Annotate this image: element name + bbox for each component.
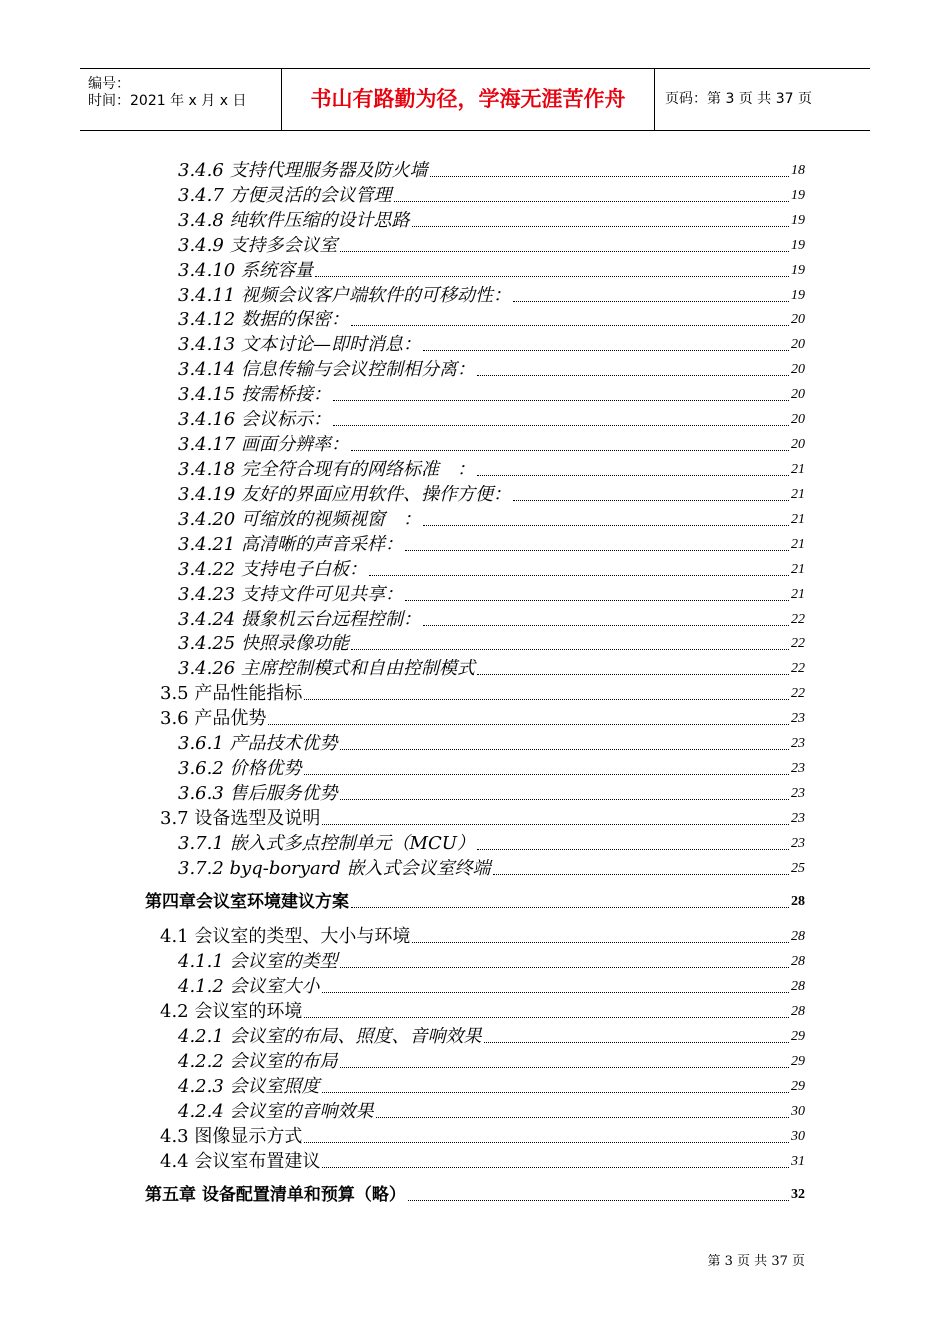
toc-entry-title: 3.4.26 主席控制模式和自由控制模式 bbox=[178, 658, 475, 679]
toc-entry-title: 3.4.20 可缩放的视频视窗 ： bbox=[178, 509, 421, 530]
toc-dot-leader bbox=[405, 550, 789, 551]
toc-entry-title: 3.4.10 系统容量 bbox=[178, 260, 313, 281]
toc-entry-title: 3.7.1 嵌入式多点控制单元（MCU） bbox=[178, 833, 475, 854]
document-date-label: 时间：2021 年 x 月 x 日 bbox=[88, 93, 247, 109]
toc-dot-leader bbox=[412, 226, 789, 227]
toc-entry-title: 第四章会议室环境建议方案 bbox=[145, 892, 349, 912]
toc-entry-title: 4.2.3 会议室照度 bbox=[178, 1076, 320, 1097]
toc-entry-page-number: 20 bbox=[791, 312, 805, 327]
toc-entry-page-number: 20 bbox=[791, 337, 805, 352]
toc-entry-page-number: 30 bbox=[791, 1104, 805, 1119]
toc-dot-leader bbox=[304, 699, 789, 700]
page-footer: 第 3 页 共 37 页 bbox=[707, 1254, 805, 1269]
toc-entry[interactable] bbox=[178, 159, 805, 181]
toc-dot-leader bbox=[351, 325, 789, 326]
toc-dot-leader bbox=[351, 907, 789, 908]
toc-entry-page-number: 22 bbox=[791, 612, 805, 627]
toc-entry-title: 3.4.15 按需桥接： bbox=[178, 384, 331, 405]
toc-dot-leader bbox=[351, 450, 789, 451]
toc-entry-page-number: 28 bbox=[791, 894, 805, 909]
toc-entry-page-number: 20 bbox=[791, 362, 805, 377]
toc-entry-page-number: 23 bbox=[791, 761, 805, 776]
toc-entry-page-number: 20 bbox=[791, 387, 805, 402]
toc-entry[interactable] bbox=[160, 1150, 805, 1172]
toc-entry[interactable] bbox=[178, 284, 805, 306]
toc-dot-leader bbox=[423, 625, 789, 626]
toc-entry-title: 3.4.18 完全符合现有的网络标准 ： bbox=[178, 459, 475, 480]
toc-entry-title: 3.4.8 纯软件压缩的设计思路 bbox=[178, 210, 410, 231]
toc-entry[interactable] bbox=[178, 1075, 805, 1097]
toc-entry[interactable] bbox=[145, 890, 805, 912]
toc-entry[interactable] bbox=[178, 259, 805, 281]
toc-entry-page-number: 23 bbox=[791, 811, 805, 826]
toc-entry-page-number: 29 bbox=[791, 1029, 805, 1044]
toc-dot-leader bbox=[423, 350, 789, 351]
toc-entry[interactable] bbox=[178, 1025, 805, 1047]
toc-dot-leader bbox=[430, 176, 789, 177]
toc-dot-leader bbox=[477, 849, 789, 850]
toc-dot-leader bbox=[340, 799, 789, 800]
toc-entry-page-number: 22 bbox=[791, 661, 805, 676]
toc-entry-title: 3.4.17 画面分辨率： bbox=[178, 434, 349, 455]
toc-entry-title: 3.6.2 价格优势 bbox=[178, 758, 302, 779]
toc-entry-title: 3.5 产品性能指标 bbox=[160, 683, 303, 704]
toc-entry-page-number: 19 bbox=[791, 213, 805, 228]
toc-entry-page-number: 28 bbox=[791, 929, 805, 944]
toc-entry[interactable] bbox=[178, 458, 805, 480]
toc-entry[interactable] bbox=[178, 533, 805, 555]
toc-entry[interactable] bbox=[145, 1183, 805, 1205]
toc-entry-page-number: 19 bbox=[791, 238, 805, 253]
toc-entry[interactable] bbox=[178, 657, 805, 679]
toc-entry-page-number: 20 bbox=[791, 412, 805, 427]
toc-entry[interactable] bbox=[178, 832, 805, 854]
toc-entry-page-number: 23 bbox=[791, 736, 805, 751]
toc-entry-title: 3.7 设备选型及说明 bbox=[160, 808, 321, 829]
toc-entry-page-number: 29 bbox=[791, 1079, 805, 1094]
toc-dot-leader bbox=[304, 1017, 789, 1018]
toc-entry-title: 3.7.2 byq-boryard 嵌入式会议室终端 bbox=[178, 858, 491, 879]
toc-entry-title: 4.1.2 会议室大小 bbox=[178, 976, 320, 997]
toc-dot-leader bbox=[322, 1167, 789, 1168]
toc-entry[interactable] bbox=[178, 408, 805, 430]
toc-entry[interactable] bbox=[178, 1100, 805, 1122]
toc-entry-title: 3.4.14 信息传输与会议控制相分离： bbox=[178, 359, 475, 380]
toc-entry-title: 3.4.11 视频会议客户端软件的可移动性： bbox=[178, 285, 511, 306]
toc-entry-title: 4.3 图像显示方式 bbox=[160, 1126, 303, 1147]
toc-entry-title: 第五章 设备配置清单和预算（略） bbox=[145, 1185, 406, 1205]
header-meta bbox=[80, 69, 282, 130]
toc-entry[interactable] bbox=[178, 632, 805, 654]
toc-dot-leader bbox=[340, 749, 789, 750]
toc-entry-title: 3.4.21 高清晰的声音采样： bbox=[178, 534, 403, 555]
page-header bbox=[80, 68, 870, 131]
toc-entry-page-number: 28 bbox=[791, 954, 805, 969]
toc-dot-leader bbox=[340, 251, 789, 252]
toc-entry-title: 3.4.12 数据的保密： bbox=[178, 309, 349, 330]
toc-dot-leader bbox=[513, 301, 789, 302]
toc-entry-page-number: 19 bbox=[791, 188, 805, 203]
toc-dot-leader bbox=[340, 967, 789, 968]
toc-entry-title: 3.4.24 摄象机云台远程控制： bbox=[178, 609, 421, 630]
toc-entry[interactable] bbox=[160, 707, 805, 729]
toc-entry[interactable] bbox=[178, 333, 805, 355]
toc-entry-page-number: 22 bbox=[791, 636, 805, 651]
toc-entry-page-number: 31 bbox=[791, 1154, 805, 1169]
toc-dot-leader bbox=[322, 1092, 789, 1093]
toc-dot-leader bbox=[304, 774, 789, 775]
toc-entry-title: 3.4.6 支持代理服务器及防火墙 bbox=[178, 160, 428, 181]
toc-entry-title: 3.4.7 方便灵活的会议管理 bbox=[178, 185, 392, 206]
toc-entry-page-number: 23 bbox=[791, 786, 805, 801]
toc-entry-page-number: 28 bbox=[791, 1004, 805, 1019]
toc-entry[interactable] bbox=[178, 950, 805, 972]
toc-entry-page-number: 19 bbox=[791, 288, 805, 303]
toc-entry-title: 3.6 产品优势 bbox=[160, 708, 267, 729]
toc-dot-leader bbox=[394, 201, 789, 202]
header-page-number: 页码：第 3 页 共 37 页 bbox=[665, 91, 812, 107]
toc-dot-leader bbox=[304, 1142, 789, 1143]
toc-dot-leader bbox=[268, 724, 789, 725]
toc-dot-leader bbox=[484, 1042, 789, 1043]
toc-entry-page-number: 19 bbox=[791, 263, 805, 278]
toc-entry-page-number: 22 bbox=[791, 686, 805, 701]
toc-entry[interactable] bbox=[178, 483, 805, 505]
toc-entry[interactable] bbox=[178, 975, 805, 997]
toc-entry[interactable] bbox=[178, 857, 805, 879]
toc-entry[interactable] bbox=[178, 732, 805, 754]
toc-entry-title: 4.4 会议室布置建议 bbox=[160, 1151, 321, 1172]
toc-dot-leader bbox=[333, 425, 789, 426]
toc-entry-page-number: 21 bbox=[791, 487, 805, 502]
toc-dot-leader bbox=[493, 874, 789, 875]
toc-dot-leader bbox=[412, 942, 789, 943]
toc-entry[interactable] bbox=[160, 1000, 805, 1022]
toc-entry-title: 3.4.19 友好的界面应用软件、操作方便： bbox=[178, 484, 511, 505]
toc-dot-leader bbox=[333, 400, 789, 401]
toc-entry[interactable] bbox=[178, 209, 805, 231]
toc-entry-page-number: 32 bbox=[791, 1187, 805, 1202]
toc-entry-page-number: 21 bbox=[791, 562, 805, 577]
toc-entry-title: 3.4.13 文本讨论—即时消息： bbox=[178, 334, 421, 355]
toc-entry[interactable] bbox=[178, 558, 805, 580]
toc-entry[interactable] bbox=[178, 1050, 805, 1072]
toc-dot-leader bbox=[477, 375, 789, 376]
header-motto: 书山有路勤为径，学海无涯苦作舟 bbox=[282, 69, 655, 130]
toc-dot-leader bbox=[340, 1067, 789, 1068]
toc-dot-leader bbox=[322, 992, 789, 993]
toc-entry-title: 4.2.1 会议室的布局、照度、音响效果 bbox=[178, 1026, 482, 1047]
toc-entry[interactable] bbox=[178, 608, 805, 630]
toc-entry-page-number: 21 bbox=[791, 462, 805, 477]
toc-dot-leader bbox=[477, 475, 789, 476]
toc-entry-page-number: 30 bbox=[791, 1129, 805, 1144]
toc-dot-leader bbox=[477, 674, 789, 675]
toc-entry[interactable] bbox=[178, 508, 805, 530]
toc-entry-page-number: 21 bbox=[791, 537, 805, 552]
toc-dot-leader bbox=[513, 500, 789, 501]
toc-entry[interactable] bbox=[160, 807, 805, 829]
toc-entry-page-number: 23 bbox=[791, 711, 805, 726]
toc-entry[interactable] bbox=[178, 358, 805, 380]
toc-entry-title: 3.4.25 快照录像功能 bbox=[178, 633, 349, 654]
toc-dot-leader bbox=[315, 276, 789, 277]
toc-entry[interactable] bbox=[178, 383, 805, 405]
toc-entry-title: 4.1.1 会议室的类型 bbox=[178, 951, 338, 972]
toc-dot-leader bbox=[322, 824, 789, 825]
toc-entry-page-number: 29 bbox=[791, 1054, 805, 1069]
toc-entry[interactable] bbox=[178, 583, 805, 605]
toc-entry-title: 3.4.22 支持电子白板： bbox=[178, 559, 367, 580]
document-number-label: 编号： bbox=[88, 76, 130, 92]
toc-dot-leader bbox=[376, 1117, 789, 1118]
toc-entry[interactable] bbox=[178, 308, 805, 330]
toc-entry-page-number: 20 bbox=[791, 437, 805, 452]
toc-entry-title: 3.6.3 售后服务优势 bbox=[178, 783, 338, 804]
toc-entry[interactable] bbox=[160, 1125, 805, 1147]
toc-entry-page-number: 21 bbox=[791, 512, 805, 527]
toc-entry[interactable] bbox=[178, 782, 805, 804]
toc-entry[interactable] bbox=[160, 925, 805, 947]
toc-entry-page-number: 25 bbox=[791, 861, 805, 876]
toc-entry-page-number: 18 bbox=[791, 163, 805, 178]
toc-entry-title: 4.2 会议室的环境 bbox=[160, 1001, 303, 1022]
toc-entry[interactable] bbox=[178, 234, 805, 256]
toc-entry[interactable] bbox=[178, 433, 805, 455]
toc-entry-title: 3.4.23 支持文件可见共享： bbox=[178, 584, 403, 605]
toc-entry-title: 3.4.16 会议标示： bbox=[178, 409, 331, 430]
toc-entry-page-number: 21 bbox=[791, 587, 805, 602]
toc-entry-title: 4.2.2 会议室的布局 bbox=[178, 1051, 338, 1072]
toc-dot-leader bbox=[408, 1200, 789, 1201]
toc-entry[interactable] bbox=[178, 757, 805, 779]
toc-dot-leader bbox=[423, 525, 789, 526]
toc-dot-leader bbox=[369, 575, 789, 576]
toc-entry-title: 4.2.4 会议室的音响效果 bbox=[178, 1101, 374, 1122]
toc-dot-leader bbox=[405, 600, 789, 601]
toc-entry-page-number: 23 bbox=[791, 836, 805, 851]
toc-dot-leader bbox=[351, 649, 789, 650]
toc-entry-title: 3.6.1 产品技术优势 bbox=[178, 733, 338, 754]
toc-entry[interactable] bbox=[178, 184, 805, 206]
toc-entry-title: 3.4.9 支持多会议室 bbox=[178, 235, 338, 256]
toc-entry-page-number: 28 bbox=[791, 979, 805, 994]
toc-entry[interactable] bbox=[160, 682, 805, 704]
toc-entry-title: 4.1 会议室的类型、大小与环境 bbox=[160, 926, 411, 947]
